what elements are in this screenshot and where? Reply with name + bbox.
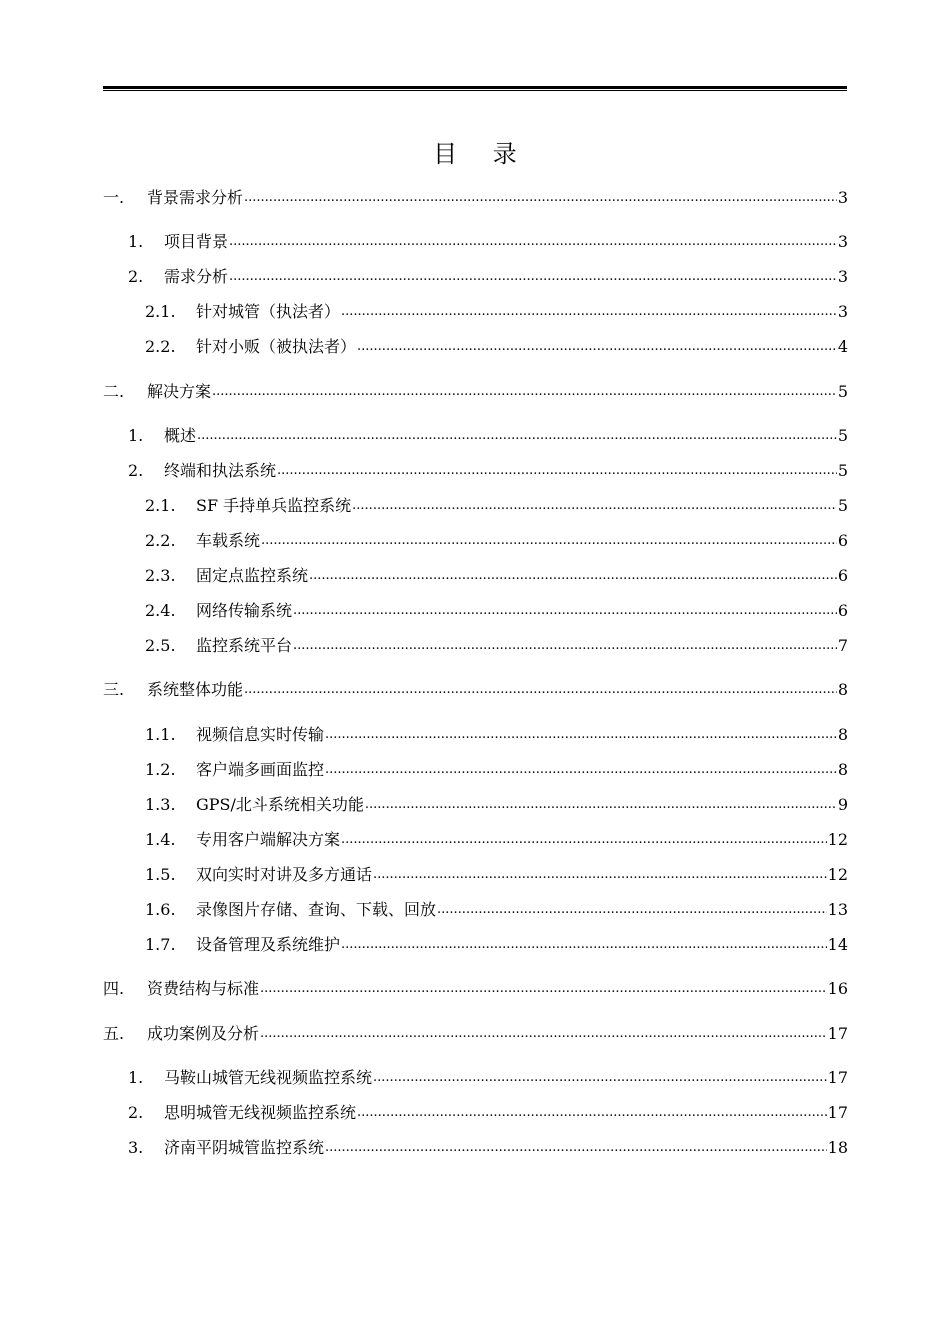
toc-entry[interactable]: [103, 632, 848, 656]
toc-dot-leader: [260, 979, 827, 999]
toc-entry[interactable]: [103, 298, 848, 322]
toc-entry[interactable]: [103, 228, 848, 252]
toc-entry-label: SF 手持单兵监控系统: [196, 496, 352, 515]
toc-entry-label: 设备管理及系统维护: [196, 935, 341, 954]
toc-entry-number: 1.3.: [145, 795, 176, 814]
toc-entry-number: 2.: [128, 461, 144, 480]
toc-entry-number: 1.: [128, 1068, 144, 1087]
toc-entry-page-number: 5: [837, 382, 848, 401]
toc-entry[interactable]: [103, 184, 848, 208]
toc-entry[interactable]: [103, 378, 848, 402]
toc-entry[interactable]: [103, 791, 848, 815]
toc-dot-leader: [357, 337, 837, 357]
toc-entry-label: 概述: [164, 426, 197, 445]
toc-entry-number: 1.5.: [145, 865, 176, 884]
toc-entry-number: 3.: [128, 1138, 144, 1157]
toc-title: 目 录: [433, 140, 531, 168]
toc-entry[interactable]: [103, 721, 848, 745]
toc-entry-number: 三.: [103, 680, 125, 699]
toc-entry-number: 1.: [128, 232, 144, 251]
toc-entry-page-number: 6: [837, 566, 848, 585]
toc-dot-leader: [244, 680, 837, 700]
toc-dot-leader: [212, 382, 837, 402]
toc-entry-page-number: 8: [837, 680, 848, 699]
toc-entry[interactable]: [103, 562, 848, 586]
toc-entry-page-number: 3: [837, 232, 848, 251]
toc-entry-number: 2.3.: [145, 566, 176, 585]
toc-entry-page-number: 17: [827, 1024, 848, 1043]
toc-entry-number: 1.: [128, 426, 144, 445]
toc-dot-leader: [373, 865, 827, 885]
toc-entry-page-number: 3: [837, 267, 848, 286]
toc-dot-leader: [197, 426, 837, 446]
toc-entry-number: 1.1.: [145, 725, 176, 744]
toc-entry-page-number: 3: [837, 302, 848, 321]
toc-entry-label: 针对小贩（被执法者）: [196, 337, 357, 356]
toc-entry-label: 成功案例及分析: [147, 1024, 260, 1043]
toc-dot-leader: [309, 566, 837, 586]
toc-entry-number: 1.2.: [145, 760, 176, 779]
toc-entry[interactable]: [103, 527, 848, 551]
toc-dot-leader: [325, 725, 837, 745]
header-rule-thin: [103, 90, 847, 91]
toc-entry-label: 监控系统平台: [196, 636, 293, 655]
toc-entry-label: 针对城管（执法者）: [196, 302, 341, 321]
toc-entry-label: 项目背景: [164, 232, 229, 251]
toc-entry-number: 四.: [103, 979, 125, 998]
toc-entry-page-number: 6: [837, 531, 848, 550]
toc-entry-page-number: 17: [827, 1068, 848, 1087]
toc-entry[interactable]: [103, 263, 848, 287]
toc-entry-number: 2.2.: [145, 337, 176, 356]
toc-entry[interactable]: [103, 1020, 848, 1044]
toc-entry[interactable]: [103, 676, 848, 700]
toc-entry-page-number: 9: [837, 795, 848, 814]
toc-entry-label: 网络传输系统: [196, 601, 293, 620]
toc-entry-page-number: 3: [837, 188, 848, 207]
toc-dot-leader: [352, 496, 837, 516]
toc-entry-page-number: 5: [837, 426, 848, 445]
toc-entry-number: 1.7.: [145, 935, 176, 954]
toc-dot-leader: [437, 900, 827, 920]
toc-entry-page-number: 8: [837, 725, 848, 744]
toc-entry-page-number: 12: [827, 830, 848, 849]
toc-entry-label: 济南平阴城管监控系统: [164, 1138, 325, 1157]
toc-entry-label: 资费结构与标准: [147, 979, 260, 998]
toc-entry-number: 2.2.: [145, 531, 176, 550]
toc-entry-number: 五.: [103, 1024, 125, 1043]
toc-entry-label: 车载系统: [196, 531, 261, 550]
toc-dot-leader: [229, 267, 837, 287]
toc-entry-label: GPS/北斗系统相关功能: [196, 795, 364, 814]
toc-entry[interactable]: [103, 1134, 848, 1158]
toc-entry-page-number: 8: [837, 760, 848, 779]
toc-entry-number: 一.: [103, 188, 125, 207]
toc-dot-leader: [341, 935, 827, 955]
toc-entry-label: 解决方案: [147, 382, 212, 401]
toc-entry-page-number: 17: [827, 1103, 848, 1122]
toc-entry-label: 客户端多画面监控: [196, 760, 325, 779]
toc-entry-page-number: 16: [827, 979, 848, 998]
toc-entry-number: 2.1.: [145, 496, 176, 515]
toc-entry-number: 1.4.: [145, 830, 176, 849]
toc-dot-leader: [341, 830, 827, 850]
toc-entry-label: 马鞍山城管无线视频监控系统: [164, 1068, 373, 1087]
toc-entry-page-number: 18: [827, 1138, 848, 1157]
toc-entry[interactable]: [103, 1099, 848, 1123]
toc-entry[interactable]: [103, 756, 848, 780]
toc-dot-leader: [293, 636, 837, 656]
toc-entry-label: 双向实时对讲及多方通话: [196, 865, 373, 884]
toc-entry-number: 2.: [128, 267, 144, 286]
toc-entry-number: 2.1.: [145, 302, 176, 321]
toc-entry[interactable]: [103, 975, 848, 999]
toc-entry-label: 终端和执法系统: [164, 461, 277, 480]
toc-entry-page-number: 12: [827, 865, 848, 884]
toc-entry-label: 视频信息实时传输: [196, 725, 325, 744]
toc-entry-number: 1.6.: [145, 900, 176, 919]
toc-entry-label: 系统整体功能: [147, 680, 244, 699]
toc-entry-label: 录像图片存储、查询、下载、回放: [196, 900, 437, 919]
toc-entry[interactable]: [103, 597, 848, 621]
toc-entry-page-number: 7: [837, 636, 848, 655]
toc-entry-page-number: 5: [837, 461, 848, 480]
header-rule-thick: [103, 86, 847, 89]
toc-dot-leader: [357, 1103, 827, 1123]
toc-dot-leader: [229, 232, 837, 252]
toc-entry[interactable]: [103, 422, 848, 446]
header-rule: [103, 86, 847, 92]
toc-entry[interactable]: [103, 1064, 848, 1088]
toc-entry[interactable]: [103, 333, 848, 357]
toc-entry[interactable]: [103, 861, 848, 885]
toc-entry-label: 需求分析: [164, 267, 229, 286]
toc-dot-leader: [244, 188, 837, 208]
toc-entry[interactable]: [103, 931, 848, 955]
toc-entry-page-number: 6: [837, 601, 848, 620]
toc-entry[interactable]: [103, 896, 848, 920]
toc-entry[interactable]: [103, 492, 848, 516]
toc-dot-leader: [365, 795, 837, 815]
toc-entry-label: 固定点监控系统: [196, 566, 309, 585]
toc-dot-leader: [341, 302, 837, 322]
toc-dot-leader: [325, 1138, 827, 1158]
toc-entry-label: 思明城管无线视频监控系统: [164, 1103, 357, 1122]
toc-dot-leader: [260, 1024, 827, 1044]
toc-entry-label: 背景需求分析: [147, 188, 244, 207]
toc-dot-leader: [293, 601, 837, 621]
toc-entry-page-number: 14: [827, 935, 848, 954]
toc-entry-number: 2.4.: [145, 601, 176, 620]
toc-entry[interactable]: [103, 826, 848, 850]
toc-dot-leader: [277, 461, 837, 481]
toc-entry-page-number: 13: [827, 900, 848, 919]
toc-entry-page-number: 4: [837, 337, 848, 356]
toc-entry[interactable]: [103, 457, 848, 481]
toc-dot-leader: [261, 531, 837, 551]
toc-entry-page-number: 5: [837, 496, 848, 515]
toc-entry-label: 专用客户端解决方案: [196, 830, 341, 849]
toc-entry-number: 2.: [128, 1103, 144, 1122]
toc-dot-leader: [325, 760, 837, 780]
toc-entry-number: 二.: [103, 382, 125, 401]
toc-entry-number: 2.5.: [145, 636, 176, 655]
toc-dot-leader: [373, 1068, 827, 1088]
